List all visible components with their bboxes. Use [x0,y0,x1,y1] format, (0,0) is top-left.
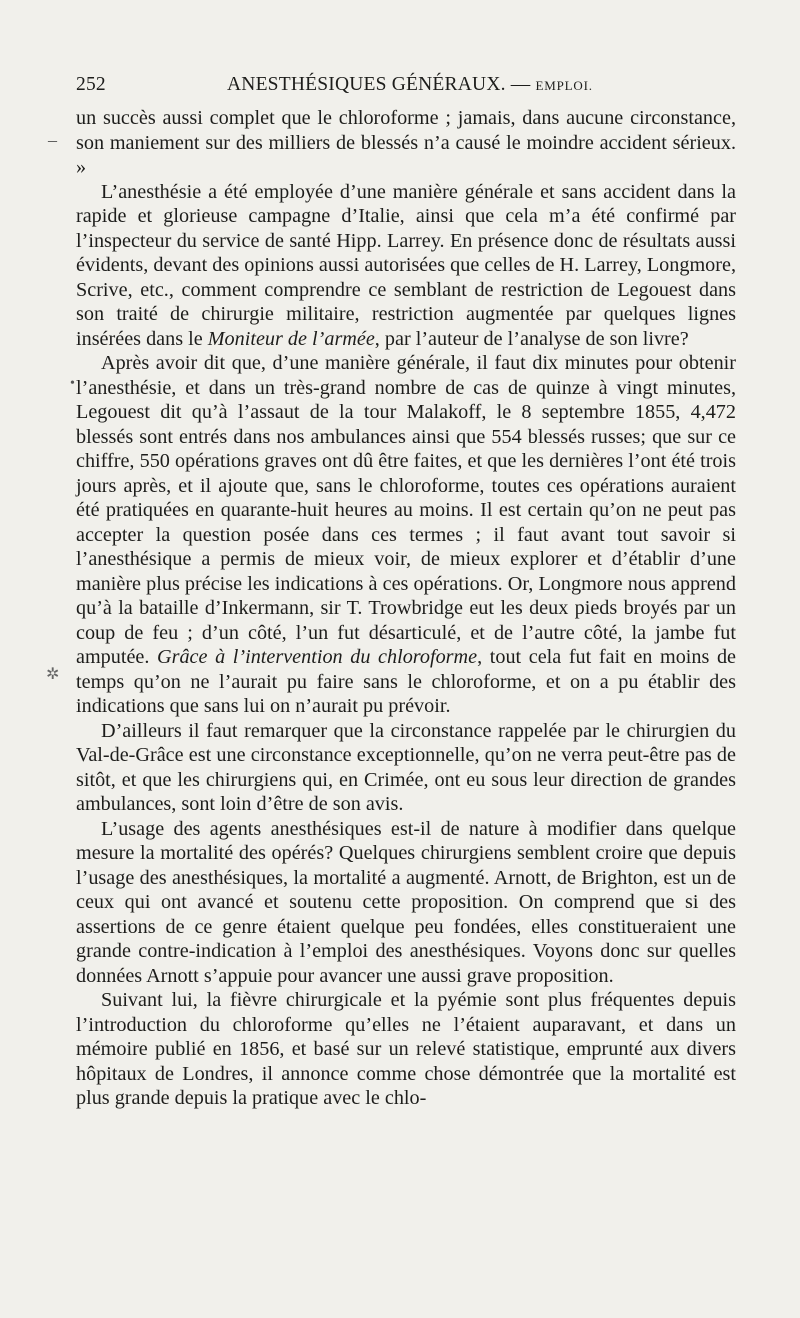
margin-ink-mark: ✲ [46,666,60,683]
paragraph-val-de-grace: D’ailleurs il faut remarquer que la circonstance rappelée par le chirurgien du Val-de-Grâce est une circonstance exceptionnelle, qu’on ne verra peut-être pas de sitôt, et que les chirurgiens qui, en Crimée, ont eu sous leur direction de grandes ambulances, sont loin d’être de son avis. [76,719,736,815]
italic-moniteur: Moniteur de l’armée [207,327,375,350]
margin-dot-mark: • [70,376,75,391]
paragraph-mortalite: L’usage des agents anesthésiques est-il de nature à modifier dans quelque mesure la mortalité des opérés? Quelques chirurgiens semblent croire que depuis l’usage des anesthésiques, la mortalité a augmenté. Arnott, de Brighton, est un de ceux qui ont avancé et soutenu cette proposition. On comprend que si des assertions de ce genre étaient quelque peu fondées, elles constitueraient une grande contre-indication à l’emploi des anesthésiques. Voyons donc sur quelles données Arnott s’appuie pour avancer une aussi grave proposition. [76,817,736,987]
paragraph-anesthesia-italy: L’anesthésie a été employée d’une manière générale et sans accident dans la rapide et glorieuse campagne d’Italie, ainsi que cela m’a été confirmé par l’inspecteur du service de santé Hipp. Larrey. En présence donc de résultats aussi évidents, devant des opinions aussi autorisées que celles de H. Larrey, Longmore, Scrive, etc., comment comprendre ce semblant de restriction de Legouest dans son traité de chirurgie militaire, restriction augmentée par quelques lignes insérées dans le Moniteur de l’armée, par l’auteur de l’analyse de son livre? [76,180,736,350]
header-separator: — [510,74,531,95]
margin-dash-mark: – [48,130,57,150]
header-section: EMPLOI. [535,78,593,93]
paragraph-arnott: Suivant lui, la fièvre chirurgicale et la pyémie sont plus fréquentes depuis l’introduction du chloroforme qu’elles ne l’étaient auparavant, et dans un mémoire publié en 1856, et basé sur un relevé statistique, emprunté aux divers hôpitaux de Londres, il annonce comme chose démontrée que la mortalité est plus grande depuis la pratique avec le chlo- [76,989,736,1109]
italic-chloroforme: Grâce à l’intervention du chloroforme [157,646,478,668]
page-number: 252 [76,74,106,95]
paragraph-legouest-malakoff: Après avoir dit que, d’une manière générale, il faut dix minutes pour obtenir l’anesthésie, et dans un très-grand nombre de cas de quinze à vingt minutes, Legouest dit qu’à l’assaut de la tour Malakoff, le 8 septembre 1855, 4,472 blessés sont entrés dans nos ambulances ainsi que 554 blessés russes; que sur ce chiffre, 550 opérations graves ont dû être faites, et que les dernières l’ont été trois jours après, et il ajoute que, sans le chloroforme, toutes ces opérations auraient été pratiquées en quarante-huit heures au moins. Il est certain qu’on ne peut pas accepter la question posée dans ces termes ; il faut avant tout savoir si l’anesthésique a permis de mieux voir, de mieux explorer et d’établir d’une manière plus précise les indications à ces opérations. Or, Longmore nous apprend qu’à la bataille d’Inkermann, sir T. Trowbridge eut les deux pieds broyés par un coup de feu ; d’un côté, l’un fut désarticulé, et de l’autre côté, la jambe fut amputée. Grâce à l’intervention du chloroforme, tout cela fut fait en moins de temps qu’on ne l’aurait pu faire sans le chloroforme, et on a pu établir des indications que sans lui on n’aurait pu prévoir. [76,352,736,717]
running-title [227,70,593,101]
body-text [76,106,736,1111]
paragraph-continuation: un succès aussi complet que le chloroforme ; jamais, dans aucune circonstance, son maniement sur des milliers de blessés n’a causé le moindre accident sérieux. » [76,107,736,178]
header-title: ANESTHÉSIQUES GÉNÉRAUX. [227,74,506,95]
running-header [76,70,736,100]
